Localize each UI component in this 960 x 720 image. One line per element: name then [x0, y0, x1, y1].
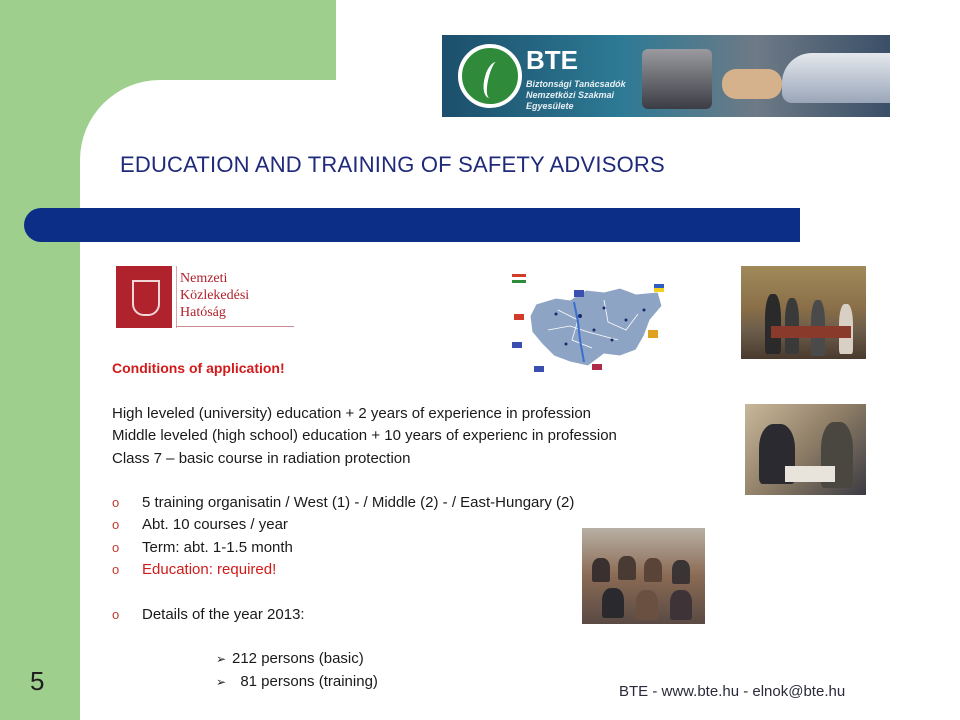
bullet-icon: o	[112, 540, 120, 555]
coat-of-arms-icon	[116, 266, 172, 328]
bte-logo-circle	[458, 44, 522, 108]
train-picture	[782, 53, 890, 103]
bullet-icon: o	[112, 607, 120, 622]
bte-logo-line-1: Biztonsági Tanácsadók	[526, 79, 626, 89]
list-item-highlight: o Education: required!	[112, 561, 277, 578]
bullet-icon: o	[112, 495, 120, 510]
requirement-high-school: Middle leveled (high school) education + 10 years of experienc in profession	[112, 427, 617, 444]
nkh-logo-line-2: Közlekedési	[180, 288, 250, 303]
bte-logo-line-2: Nemzetközi Szakmai	[526, 90, 615, 100]
handshake-picture	[722, 69, 782, 99]
truck-picture	[642, 49, 712, 109]
classroom-photo	[582, 528, 705, 624]
detail-item-training: ➢ 81 persons (training)	[216, 673, 378, 690]
meeting-photo	[741, 266, 866, 359]
slide-number: 5	[30, 666, 45, 696]
arrow-bullet-icon: ➢	[216, 652, 227, 666]
exam-photo	[745, 404, 866, 495]
nkh-logo	[116, 266, 294, 328]
list-item: o Abt. 10 courses / year	[112, 516, 288, 533]
arrow-bullet-icon: ➢	[216, 675, 227, 689]
title-underline-bar	[24, 208, 800, 242]
left-green-band	[0, 0, 80, 720]
bullet-icon: o	[112, 562, 120, 577]
bullet-icon: o	[112, 517, 120, 532]
detail-item-basic: ➢ 212 persons (basic)	[216, 650, 364, 667]
list-item: o Term: abt. 1-1.5 month	[112, 539, 293, 556]
nkh-logo-line-3: Hatóság	[180, 305, 226, 320]
requirement-university: High leveled (university) education + 2 years of experience in profession	[112, 405, 592, 422]
bte-banner-image	[442, 35, 890, 117]
bte-logo-line-3: Egyesülete	[526, 101, 574, 111]
conditions-heading: Conditions of application!	[112, 360, 285, 376]
hungary-map-image	[508, 270, 668, 378]
list-item: o Details of the year 2013:	[112, 606, 305, 623]
road-icon	[479, 62, 507, 98]
nkh-logo-line-1: Nemzeti	[180, 271, 228, 286]
requirement-radiation: Class 7 – basic course in radiation protection	[112, 450, 411, 467]
bte-logo-word: BTE	[526, 45, 578, 75]
footer-contact: BTE - www.bte.hu - elnok@bte.hu	[619, 683, 846, 700]
top-green-band	[80, 0, 336, 80]
list-item: o 5 training organisatin / West (1) - / Middle (2) - / East-Hungary (2)	[112, 494, 575, 511]
slide-title: EDUCATION AND TRAINING OF SAFETY ADVISORS	[120, 152, 665, 177]
